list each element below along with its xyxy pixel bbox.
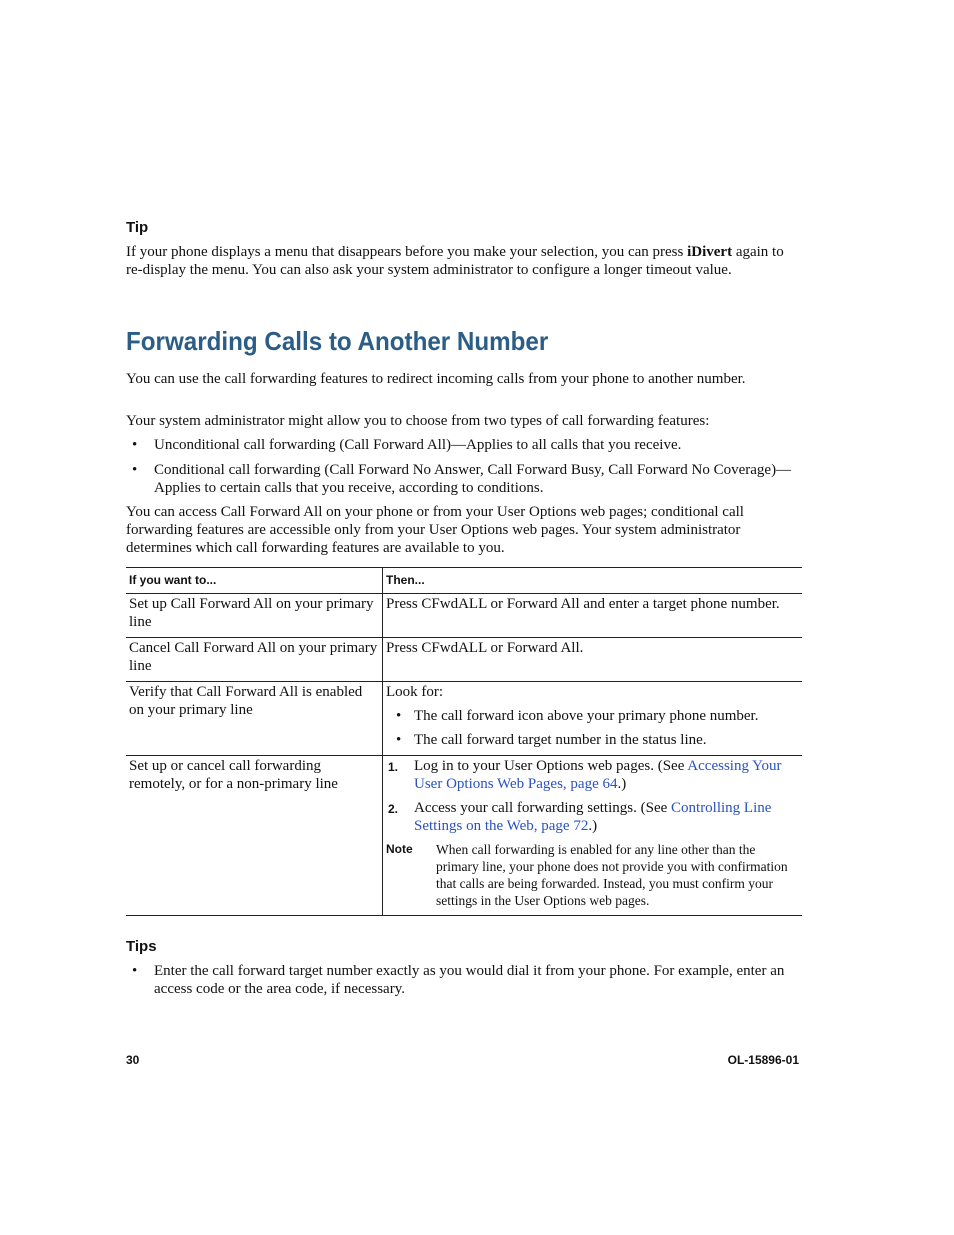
table-row [126,682,802,756]
document-id: OL-15896-01 [727,1053,799,1067]
idivert-softkey: iDivert [687,244,733,260]
step-1: 1. Log in to your User Options web pages. (See Accessing Your User Options Web Pages, page 64.) [388,758,782,792]
table-row [126,594,802,638]
note-label: Note [386,842,413,856]
types-paragraph: Your system administrator might allow you to choose from two types of call forwarding features: [126,413,710,429]
look-for-label: Look for: [386,684,444,700]
list-item: • The call forward icon above your primary phone number. [396,708,759,724]
cell-want: Set up or cancel call forwarding remotely, or for a non-primary line [126,756,383,916]
access-paragraph: You can access Call Forward All on your phone or from your User Options web pages; conditional call forwarding features are accessible only from your User Options web pages. Your system administrator determines which call forwarding features are available to you. [126,504,744,556]
table-row [126,756,802,916]
bullet-icon: • [132,963,138,979]
table-header-row [126,568,802,594]
cell-then [383,756,803,916]
section-title: Forwarding Calls to Another Number [126,326,549,356]
tips-heading: Tips [126,938,157,955]
table-row [126,638,802,682]
accessing-user-options-link[interactable]: Accessing Your User Options Web Pages, page 64 [414,758,782,792]
tip-heading: Tip [126,219,149,236]
column-header-then: Then... [386,573,425,587]
cell-want: Verify that Call Forward All is enabled on your primary line [126,682,383,756]
step-2: 2. Access your call forwarding settings. (See Controlling Line Settings on the Web, page 72.) [388,800,772,834]
bullet-icon: • [396,708,402,724]
list-item: • The call forward target number in the status line. [396,732,707,748]
bullet-icon: • [132,462,138,478]
tip-paragraph: If your phone displays a menu that disappears before you make your selection, you can press iDivert again to re-display the menu. You can also ask your system administrator to configure a longer timeout value. [126,244,784,278]
cell-then: Press CFwdALL or Forward All and enter a target phone number. [386,596,780,612]
page-number: 30 [126,1053,140,1067]
intro-paragraph: You can use the call forwarding features to redirect incoming calls from your phone to another number. [126,371,746,387]
controlling-line-settings-link[interactable]: Controlling Line Settings on the Web, page 72 [414,800,772,834]
forwarding-table [126,567,802,916]
note-text: When call forwarding is enabled for any line other than the primary line, your phone does not provide you with confirmation that calls are being forwarded. Instead, you must confirm your settings in the User Options web pages. [436,842,788,908]
cell-then: Press CFwdALL or Forward All. [386,640,584,656]
bullet-icon: • [132,437,138,453]
bullet-icon: • [396,732,402,748]
column-header-want: If you want to... [126,568,383,594]
cell-want: Cancel Call Forward All on your primary line [126,638,383,682]
cell-want: Set up Call Forward All on your primary line [126,594,383,638]
cell-then [383,682,803,756]
note-block [386,841,799,909]
